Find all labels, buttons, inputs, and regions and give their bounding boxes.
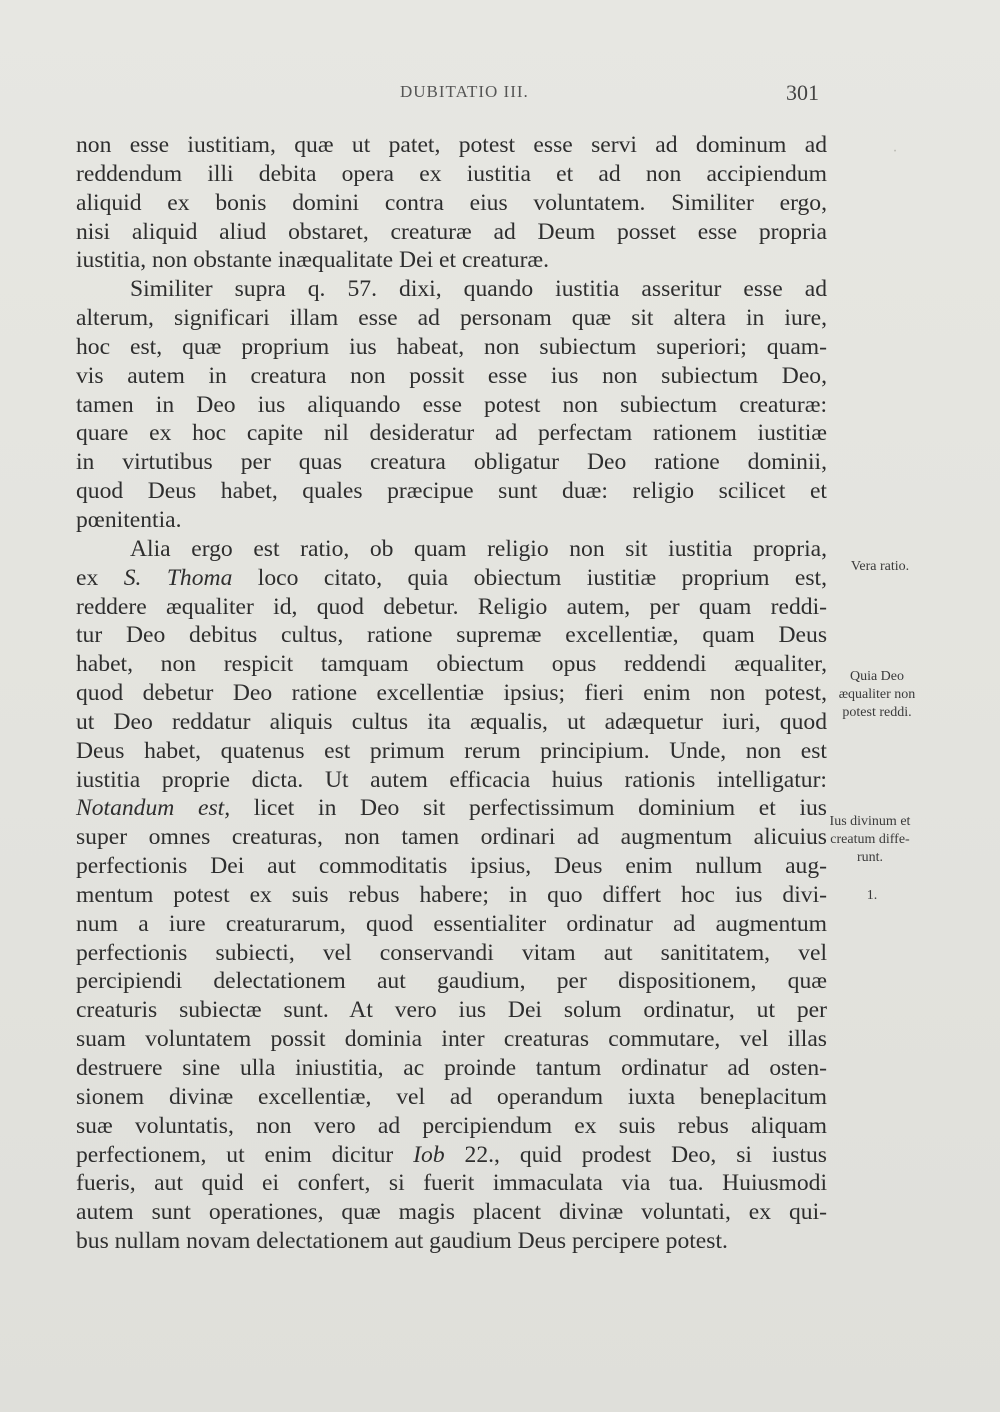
- italic-s: S.: [123, 564, 142, 591]
- text-line: fueris, aut quid ei confert, si fuerit immaculata via tua. Huiusmodi: [76, 1170, 827, 1197]
- text-line: suæ voluntatis, non vero ad percipiendum ex suis rebus aliquam: [76, 1112, 827, 1139]
- text-line: suam voluntatem possit dominia inter creaturas commutare, vel illas: [76, 1026, 827, 1053]
- text-line: habet, non respicit tamquam obiectum opus reddendi æqualiter,: [76, 651, 827, 678]
- margin-note-line: runt.: [856, 850, 884, 865]
- margin-note-line: Ius divinum et: [829, 814, 911, 829]
- text-line: iustitia, non obstante inæqualitate Dei et creaturæ.: [76, 247, 550, 274]
- text-line: super omnes creaturas, non tamen ordinari ad augmentum alicuius: [76, 824, 827, 851]
- text-line: vis autem in creatura non possit esse ius non subiectum Deo,: [76, 362, 827, 389]
- margin-note-vera-ratio: Vera ratio.: [850, 559, 910, 574]
- text-line: percipiendi delectationem aut gaudium, per dispositionem, quæ: [76, 968, 827, 995]
- margin-note-number: 1.: [866, 888, 878, 903]
- margin-note-line: Quia Deo: [849, 669, 905, 684]
- text-line: destruere sine ulla iniustitia, ac proinde tantum ordinatur ad osten-: [76, 1055, 827, 1081]
- text-line: Alia ergo est ratio, ob quam religio non sit iustitia propria,: [130, 535, 827, 562]
- margin-note-quia-deo: [826, 668, 928, 722]
- text-line: in virtutibus per quas creatura obligatur Deo ratione dominii,: [76, 449, 827, 476]
- text-line: sionem divinæ excellentiæ, vel ad operandum iuxta beneplacitum: [76, 1083, 827, 1110]
- text-line: quod debetur Deo ratione excellentiæ ipsius; fieri enim non potest,: [76, 680, 827, 707]
- text-line: creaturis subiectæ sunt. At vero ius Dei solum ordinatur, ut per: [76, 997, 827, 1024]
- text-line: num a iure creaturarum, quod essentialiter ordinatur ad augmentum: [76, 910, 827, 937]
- text-line: perfectionis subiecti, vel conservandi vitam aut sanititatem, vel: [76, 939, 827, 966]
- text-line: reddendum illi debita opera ex iustitia et ad non accipiendum: [76, 160, 827, 187]
- text-line: Deus habet, quatenus est primum rerum principium. Unde, non est: [76, 737, 827, 764]
- text-line: hoc est, quæ proprium ius habeat, non subiectum superiori; quam-: [76, 333, 827, 360]
- text-line: Similiter supra q. 57. dixi, quando iustitia asseritur esse ad: [130, 276, 827, 303]
- text-line: mentum potest ex suis rebus habere; in quo differt hoc ius divi-: [76, 881, 827, 908]
- text-line: bus nullam novam delectationem aut gaudium Deus percipere potest.: [76, 1228, 728, 1255]
- text-line: nisi aliquid aliud obstaret, creaturæ ad Deum posset esse propria: [76, 218, 827, 245]
- margin-note-ius-divinum: [818, 813, 922, 867]
- margin-note-line: creatum diffe-: [830, 832, 910, 847]
- text-line: pœnitentia.: [76, 506, 182, 533]
- text-line: non esse iustitiam, quæ ut patet, potest esse servi ad dominum ad: [76, 132, 827, 158]
- text-line: tamen in Deo ius aliquando esse potest non subiectum creaturæ:: [76, 391, 827, 418]
- text-line: perfectionis Dei aut commoditatis ipsius, Deus enim nullum aug-: [76, 853, 827, 880]
- show-through-mark: ·: [892, 143, 898, 160]
- text-fragment: perfectionem, ut enim dicitur: [76, 1141, 414, 1168]
- text-line: autem sunt operationes, quæ magis placent divinæ voluntati, ex qui-: [76, 1199, 827, 1226]
- text-line: reddere æqualiter id, quod debetur. Religio autem, per quam reddi-: [76, 593, 827, 620]
- text-line: ut Deo reddatur aliquis cultus ita æqualis, ut adæquetur iuri, quod: [76, 708, 827, 735]
- text-fragment: ex: [76, 564, 124, 591]
- running-head: DUBITATIO III.: [400, 82, 529, 101]
- text-fragment: licet in Deo sit perfectissimum dominium et ius: [230, 795, 827, 822]
- italic-notandum: Notandum est,: [76, 795, 231, 822]
- text-line: quod Deus habet, quales præcipue sunt duæ: religio scilicet et: [76, 478, 827, 505]
- margin-note-line: potest reddi.: [842, 705, 912, 720]
- text-line: quare ex hoc capite nil desideratur ad perfectam rationem iustitiæ: [76, 420, 827, 447]
- text-line-italic-iob: [76, 1141, 827, 1170]
- text-line-italic-ref: [76, 564, 827, 593]
- italic-iob: Iob: [413, 1141, 445, 1168]
- text-line: alterum, significari illam esse ad personam quæ sit altera in iure,: [76, 305, 827, 332]
- text-line: tur Deo debitus cultus, ratione supremæ excellentiæ, quam Deus: [76, 622, 827, 649]
- text-fragment: loco citato, quia obiectum iustitiæ proprium est,: [232, 564, 827, 591]
- page-number: 301: [786, 80, 819, 105]
- text-line-italic-notandum: [76, 794, 827, 823]
- text-line: aliquid ex bonis domini contra eius voluntatem. Similiter ergo,: [76, 189, 827, 216]
- margin-note-line: æqualiter non: [838, 687, 916, 702]
- italic-thoma: Thoma: [166, 564, 233, 591]
- text-fragment: 22., quid prodest Deo, si iustus: [444, 1141, 827, 1168]
- text-line: iustitia proprie dicta. Ut autem efficacia huius rationis intelligatur:: [76, 766, 827, 793]
- body-text: [76, 131, 827, 1256]
